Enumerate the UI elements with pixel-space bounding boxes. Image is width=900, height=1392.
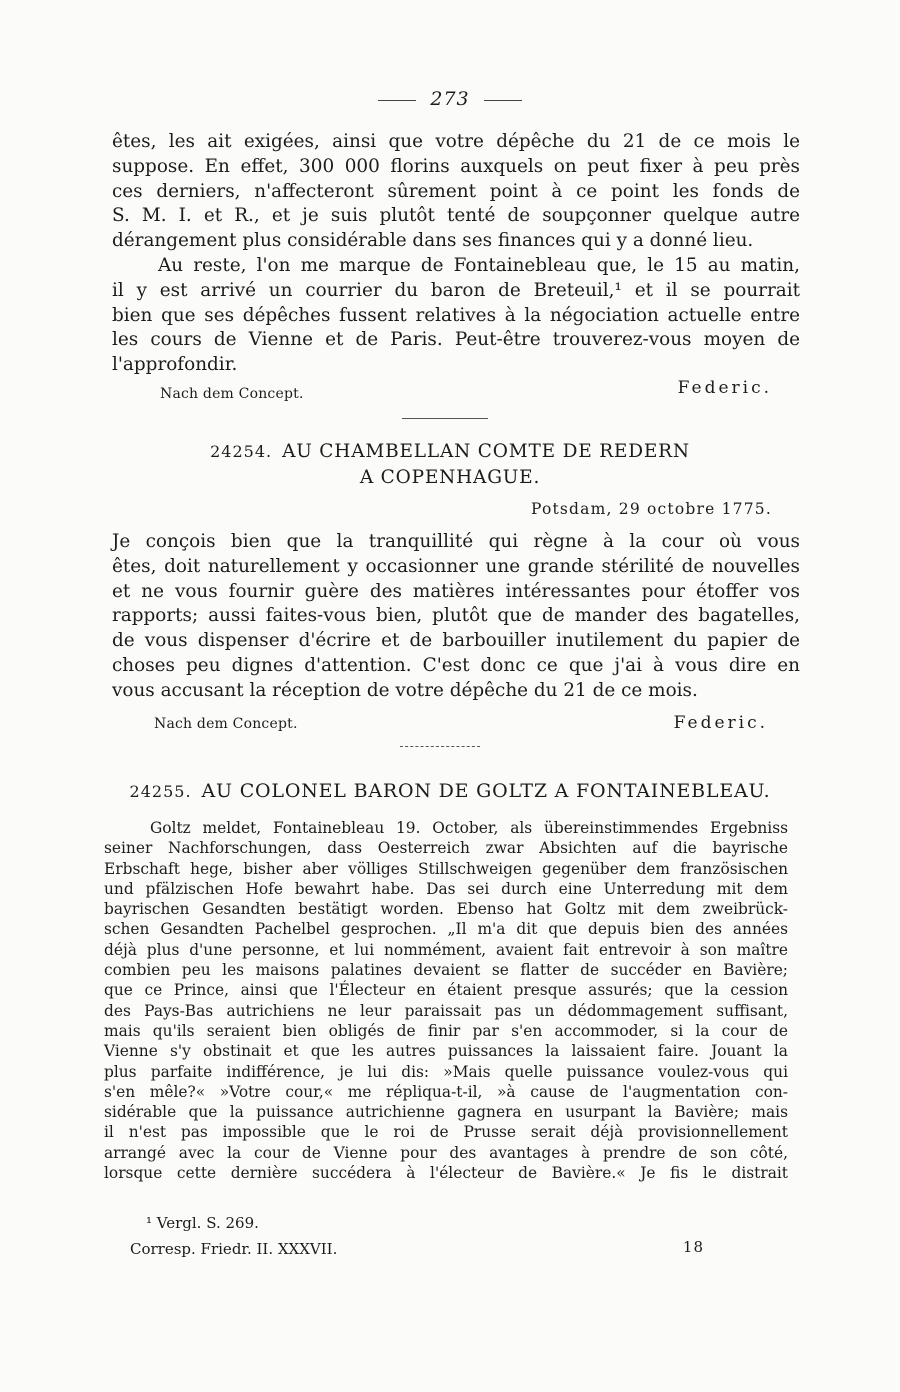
text-line: suppose. En effet, 300 000 florins auxquels on peut fixer à peu près [112,155,800,177]
text-line: schen Gesandten Pachelbel gesprochen. „Il m'a dit que depuis bien des années [104,920,788,939]
letter-heading [0,780,900,802]
text-line: seiner Nachforschungen, dass Oesterreich zwar Absichten auf die bayrische [104,839,788,858]
text-line: S. M. I. et R., et je suis plutôt tenté de soupçonner quelque autre [112,205,800,227]
text-line: bayrischen Gesandten bestätigt worden. Ebenso hat Goltz mit dem zweibrück- [104,900,788,919]
section-divider [402,418,488,419]
footnote: ¹ Vergl. S. 269. [146,1214,259,1232]
signature: Federic. [673,713,768,733]
text-line: et ne vous fournir guère des matières intéressantes pour étoffer vos [112,580,800,602]
text-line: und pfälzischen Hofe bewahrt habe. Das sei durch eine Unterredung mit dem [104,879,788,898]
text-line: êtes, doit naturellement y occasionner une grande stérilité de nouvelles [112,555,800,577]
page-number-dash-right [484,100,522,101]
letter-signature-row [112,713,772,737]
text-line: vous accusant la réception de votre dépêche du 21 de ce mois. [112,679,698,701]
top-signature-row [112,378,772,402]
text-line: plus parfaite indifférence, je lui dis: »Mais quelle puissance voulez-vous qui [104,1062,788,1081]
text-line: sidérable que la puissance autrichienne gagnera en usurpant la Bavière; mais [104,1103,788,1122]
letter-recipient: AU CHAMBELLAN COMTE DE REDERN [282,441,690,462]
letter-number: 24254. [210,442,273,461]
text-line: choses peu dignes d'attention. C'est donc ce que j'ai à vous dire en [112,654,800,676]
text-line: rapports; aussi faites-vous bien, plutôt que de mander des bagatelles, [112,605,800,627]
text-line: s'en mêle?« »Votre cour,« me répliqua-t-il, »à cause de l'augmentation con- [104,1082,788,1101]
letter-body [112,530,800,704]
text-line: des Pays-Bas autrichiens ne leur paraissait pas un dédommagement suffisant, [104,1001,788,1020]
text-line: êtes, les ait exigées, ainsi que votre dépêche du 21 de ce mois le [112,131,800,152]
letter-heading-line2 [0,467,900,488]
letter-recipient-place: A COPENHAGUE. [359,467,541,488]
place-date: Potsdam, 29 octobre 1775. [530,500,772,518]
text-line: bien que ses dépêches fussent relatives à la négociation actuelle entre [112,304,800,326]
letter-number: 24255. [129,782,192,801]
continued-letter-text [112,130,800,378]
text-line: il y est arrivé un courrier du baron de Breteuil,¹ et il se pourrait [112,279,800,301]
text-line: les cours de Vienne et de Paris. Peut-être trouverez-vous moyen de [112,329,800,351]
text-line: que ce Prince, ainsi que l'Électeur en étaient presque assurés; que la cession [104,981,788,1000]
text-line: Je conçois bien que la tranquillité qui règne à la cour où vous [112,531,800,552]
text-line: l'approfondir. [112,354,238,376]
page-number-line [0,88,900,110]
text-line: arrangé avec la cour de Vienne pour des avantages à prendre de son côté, [104,1143,788,1162]
text-line: déjà plus d'une personne, et lui nommément, avaient fait entrevoir à son maître [104,940,788,959]
page-number-dash-left [378,100,416,101]
footer-volume: Corresp. Friedr. II. XXXVII. [130,1240,338,1258]
text-line: lorsque cette dernière succédera à l'électeur de Bavière.« Je fis le distrait [104,1164,788,1183]
text-line: combien peu les maisons palatines devaient se flatter de succéder en Bavière; [104,961,788,980]
text-line: ces derniers, n'affecteront sûrement point à ce point les fonds de [112,180,800,202]
letter-recipient: AU COLONEL BARON DE GOLTZ A FONTAINEBLEAU. [201,780,771,802]
text-line: de vous dispenser d'écrire et de barbouiller inutilement du papier de [112,630,800,652]
text-line: Vienne s'y obstinait et que les autres puissances la laissaient faire. Jouant la [104,1042,788,1061]
section-divider [400,746,480,747]
footer-signature-mark: 18 [682,1238,704,1256]
concept-note: Nach dem Concept. [154,716,298,732]
text-line: Goltz meldet, Fontainebleau 19. October, als übereinstimmendes Ergebniss [150,819,788,837]
text-line: mais qu'ils seraient bien obligés de finir par s'en accommoder, si la cour de [104,1021,788,1040]
text-line: Au reste, l'on me marque de Fontainebleau que, le 15 au matin, [158,254,800,276]
letter-heading [0,441,900,462]
text-line: il n'est pas impossible que le roi de Prusse serait déjà provisionnellement [104,1123,788,1142]
signature: Federic. [677,378,772,398]
concept-note: Nach dem Concept. [160,386,304,402]
page-number: 273 [430,88,470,110]
text-line: dérangement plus considérable dans ses finances qui y a donné lieu. [112,230,754,252]
summary-body [104,818,788,1183]
text-line: Erbschaft hege, bisher aber völliges Stillschweigen gegenüber dem französischen [104,859,788,878]
